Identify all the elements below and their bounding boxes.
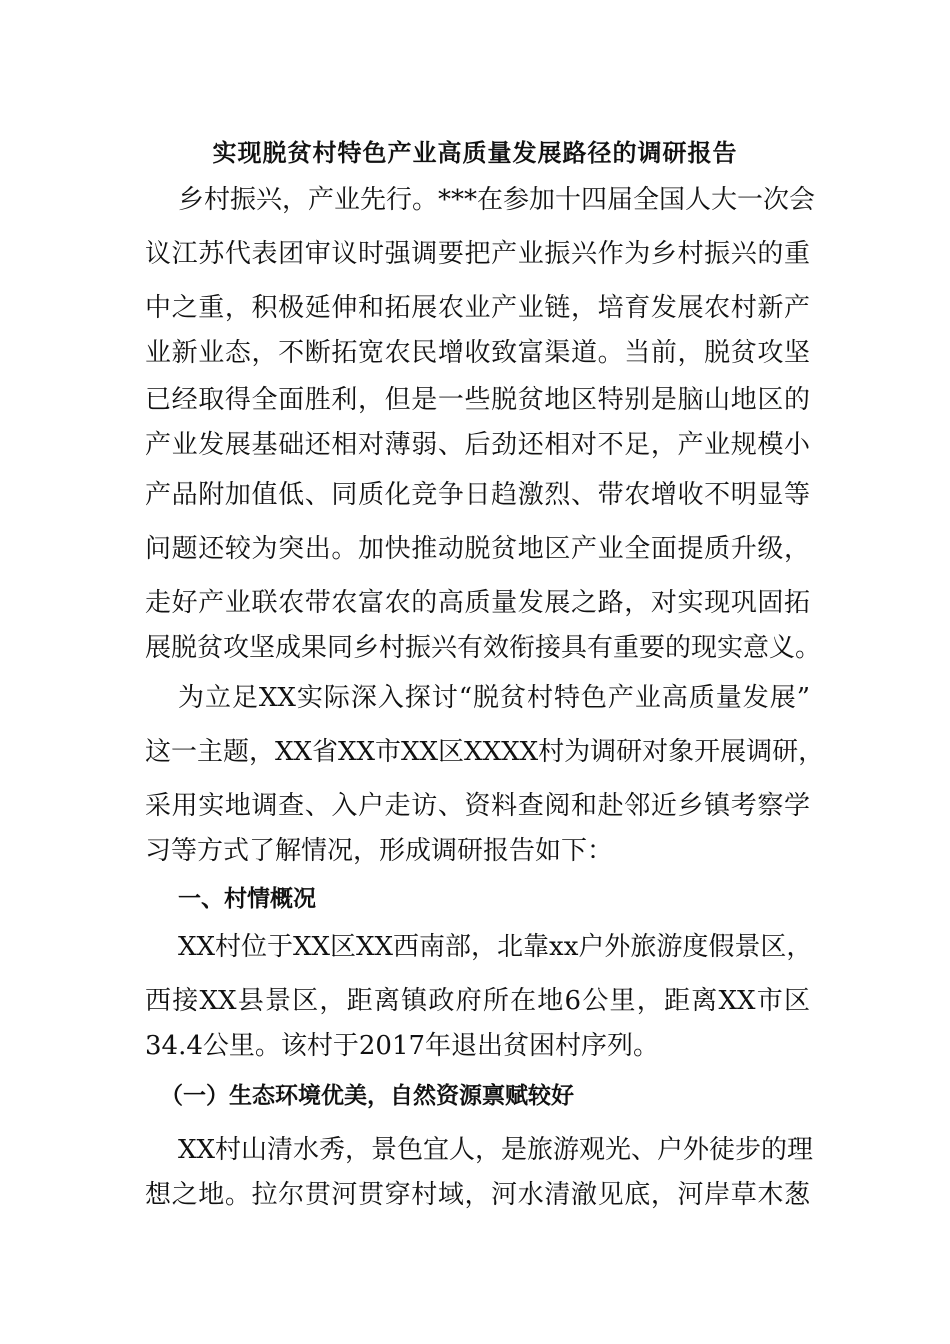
paragraph-line: 议江苏代表团审议时强调要把产业振兴作为乡村振兴的重 [145, 239, 810, 269]
paragraph-line: 采用实地调查、入户走访、资料查阅和赴邻近乡镇考察学 [145, 791, 810, 821]
paragraph-line: XX村山清水秀，景色宜人，是旅游观光、户外徒步的理 [178, 1135, 814, 1165]
paragraph-line: 已经取得全面胜利，但是一些脱贫地区特别是脑山地区的 [145, 385, 810, 415]
paragraph-line: XX村位于XX区XX西南部，北靠xx户外旅游度假景区， [178, 932, 813, 962]
paragraph-line: 这一主题，XX省XX市XX区XXXX村为调研对象开展调研， [145, 737, 825, 767]
paragraph-line: 问题还较为突出。加快推动脱贫地区产业全面提质升级， [145, 534, 810, 564]
paragraph-line: 西接XX县景区，距离镇政府所在地6公里，距离XX市区 [145, 986, 810, 1016]
paragraph-line: 34.4公里。该村于2017年退出贫困村序列。 [145, 1031, 660, 1061]
paragraph-line: 乡村振兴，产业先行。***在参加十四届全国人大一次会 [178, 185, 816, 215]
section-heading: 一、村情概况 [178, 886, 316, 912]
paragraph-line: 展脱贫攻坚成果同乡村振兴有效衔接具有重要的现实意义。 [145, 633, 822, 663]
paragraph-line: 中之重，积极延伸和拓展农业产业链，培育发展农村新产 [145, 293, 810, 323]
paragraph-line: 想之地。拉尔贯河贯穿村域，河水清澈见底，河岸草木葱 [145, 1180, 810, 1210]
subsection-heading: （一）生态环境优美，自然资源禀赋较好 [160, 1083, 574, 1109]
paragraph-line: 业新业态，不断拓宽农民增收致富渠道。当前，脱贫攻坚 [145, 338, 810, 368]
document-title: 实现脱贫村特色产业高质量发展路径的调研报告 [212, 139, 738, 167]
paragraph-line: 产业发展基础还相对薄弱、后劲还相对不足，产业规模小 [145, 430, 810, 460]
paragraph-line: 产品附加值低、同质化竞争日趋激烈、带农增收不明显等 [145, 480, 810, 510]
paragraph-line: 为立足XX实际深入探讨“脱贫村特色产业高质量发展” [178, 683, 810, 713]
paragraph-line: 走好产业联农带农富农的高质量发展之路，对实现巩固拓 [145, 588, 810, 618]
paragraph-line: 习等方式了解情况，形成调研报告如下： [145, 836, 614, 866]
